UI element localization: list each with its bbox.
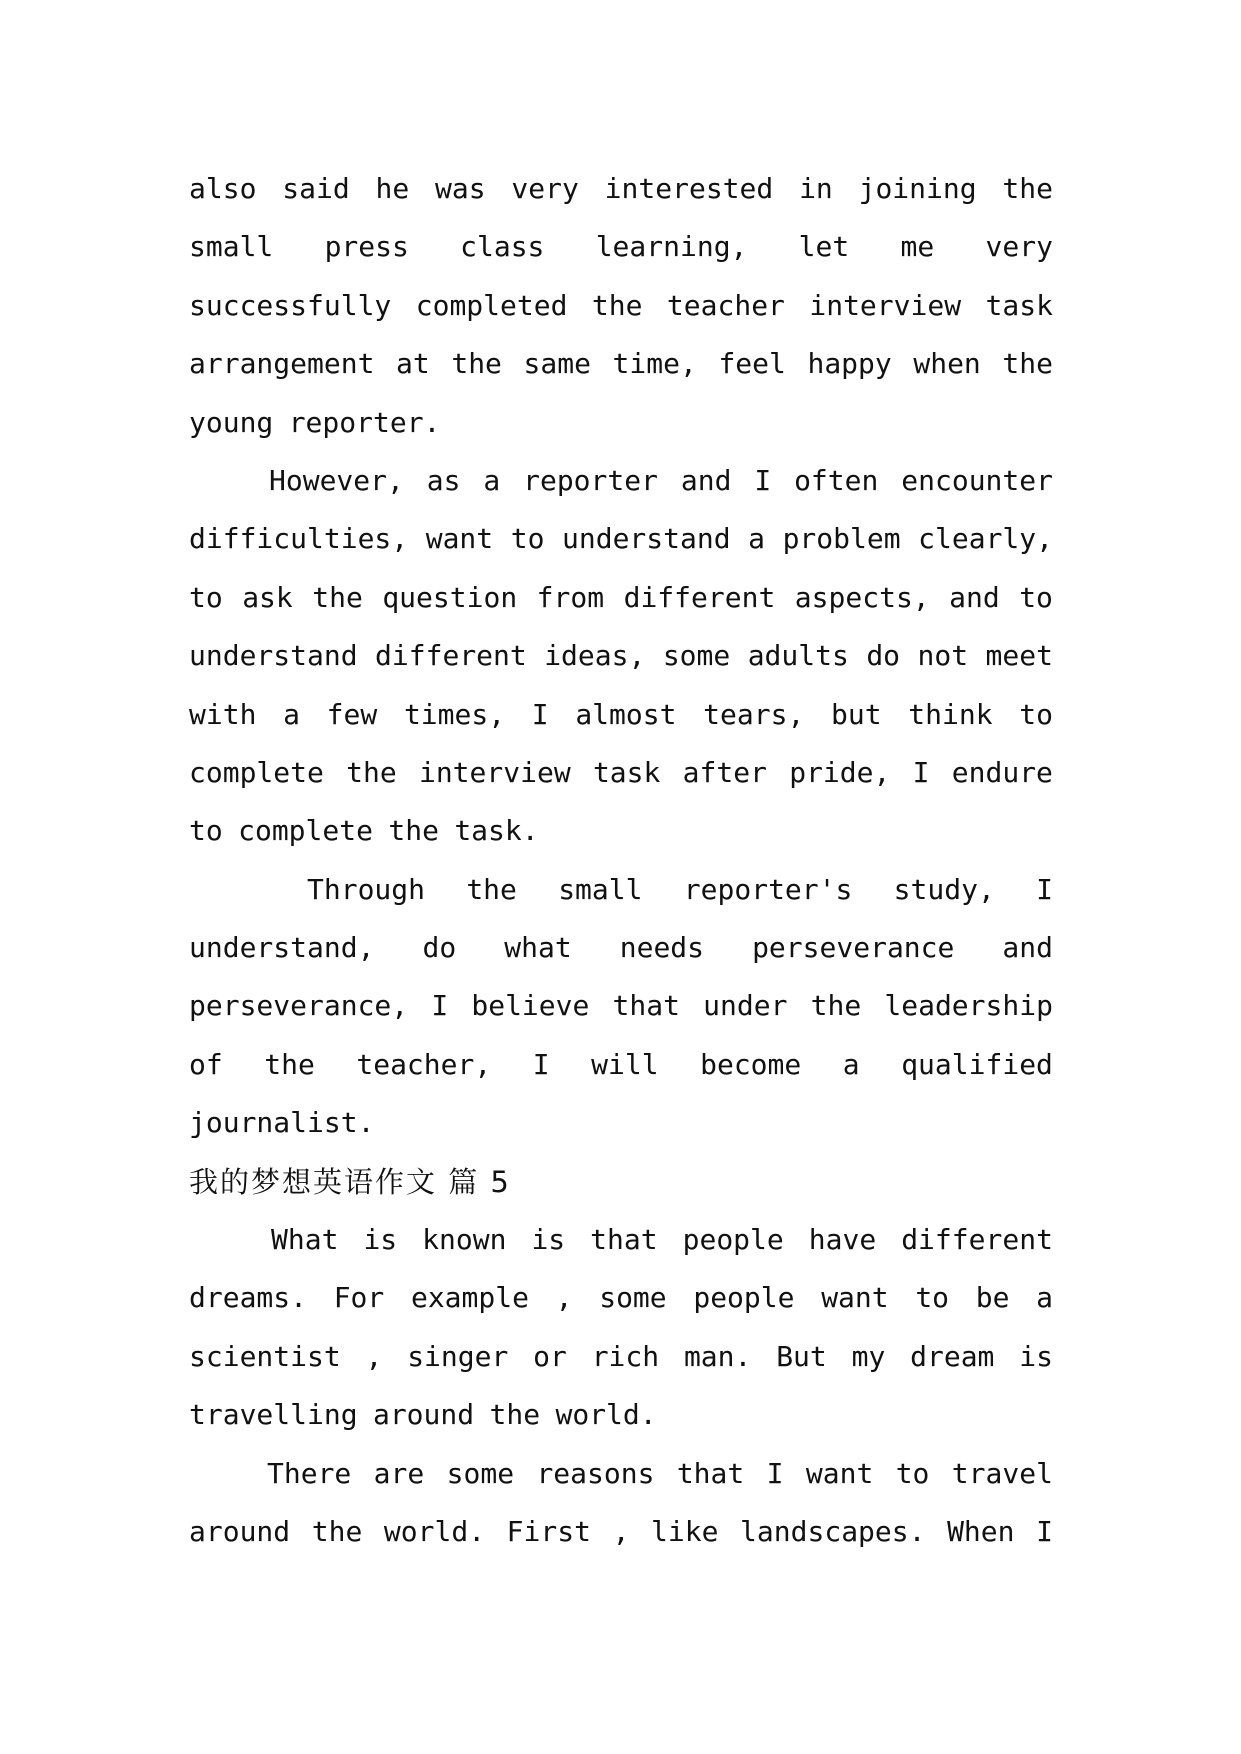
text-line (189, 686, 1053, 744)
word: he (375, 172, 410, 205)
word: the (489, 1398, 541, 1432)
word: me (900, 230, 935, 264)
section-heading (189, 1153, 1053, 1211)
word: scientist (189, 1339, 341, 1373)
text-line (189, 452, 1053, 510)
word: complete (238, 814, 373, 848)
word: are (373, 1456, 425, 1490)
word: after (682, 755, 767, 789)
word: to (1019, 697, 1053, 731)
word: believe (471, 989, 590, 1023)
word: the (312, 580, 363, 614)
word: from (536, 580, 605, 614)
word: encounter (901, 463, 1053, 497)
text-line (189, 919, 1053, 977)
word: problem (782, 522, 901, 556)
word: I (766, 1456, 784, 1490)
word: ideas, (544, 639, 646, 673)
word: task. (454, 814, 539, 848)
word: that (590, 1223, 658, 1257)
word: do (866, 639, 901, 673)
word: I (754, 463, 772, 497)
text-line (189, 1445, 1053, 1503)
text-line (189, 335, 1053, 393)
word: perseverance, (189, 989, 409, 1023)
word: small (558, 872, 643, 906)
word: example (410, 1281, 529, 1315)
word: or (533, 1339, 567, 1373)
word: interview (418, 755, 571, 789)
word: people (693, 1281, 795, 1315)
word: task (592, 755, 661, 789)
word: the (388, 814, 439, 848)
text-line (189, 160, 1053, 218)
text-line (189, 802, 1053, 860)
word: said (282, 172, 350, 205)
word: the (810, 989, 862, 1023)
word: travel (951, 1456, 1053, 1490)
word: the (311, 1514, 363, 1548)
word: people (682, 1223, 784, 1257)
word: learning, (595, 230, 748, 264)
word: teacher, (356, 1047, 492, 1081)
word: the (346, 755, 397, 789)
word: is (1019, 1339, 1053, 1373)
word: almost (575, 697, 677, 731)
word: I (912, 755, 930, 789)
text-line (189, 1386, 1053, 1444)
word: same (523, 347, 591, 381)
word: difficulties, (189, 522, 409, 556)
word: reporter. (288, 405, 441, 439)
text-line (189, 569, 1053, 627)
word: I (532, 1047, 550, 1081)
word: journalist. (189, 1106, 375, 1140)
word: needs (619, 931, 705, 965)
word: with (189, 697, 257, 731)
text-line (189, 744, 1053, 802)
word: First (506, 1514, 591, 1548)
word: feel (718, 347, 786, 381)
word: complete (189, 755, 324, 789)
word: is (363, 1223, 398, 1257)
word: known (422, 1223, 507, 1257)
word: study, (893, 872, 995, 906)
word: reasons (536, 1456, 655, 1490)
word: different (623, 580, 776, 614)
word: question (382, 580, 518, 614)
word: understand (189, 639, 358, 673)
text-line (189, 1269, 1053, 1327)
word: think (908, 697, 993, 731)
word: around (372, 1398, 475, 1432)
word: tears, (703, 697, 805, 731)
word: I (531, 697, 549, 731)
word: time, (612, 347, 697, 381)
word: man. (683, 1339, 752, 1373)
word: world. (383, 1514, 486, 1548)
word: want (821, 1281, 889, 1315)
word: around (189, 1514, 291, 1548)
word: But (776, 1339, 827, 1373)
word: become (700, 1047, 802, 1081)
word: some (599, 1281, 667, 1315)
word: will (591, 1047, 659, 1081)
word: a (1036, 1281, 1053, 1315)
word: very (511, 172, 579, 205)
word: young (189, 405, 274, 439)
text-line (189, 1094, 1053, 1152)
word: , (365, 1339, 383, 1373)
text-line (189, 1503, 1053, 1561)
word: under (703, 989, 788, 1023)
word: task (985, 288, 1053, 322)
word: want (425, 522, 494, 556)
word: interview (809, 288, 962, 322)
word: what (504, 931, 572, 965)
word: like (651, 1514, 719, 1548)
word: not (917, 639, 969, 673)
word: landscapes. (740, 1514, 926, 1548)
word: that (676, 1456, 745, 1490)
word: when (913, 347, 981, 381)
word: at (396, 347, 430, 381)
word: Through (307, 872, 426, 906)
word: adults (747, 639, 849, 673)
word: meet (985, 639, 1053, 673)
text-line (189, 394, 1053, 452)
word: I (1036, 1514, 1053, 1548)
word: However, (269, 463, 404, 497)
word: world. (555, 1398, 657, 1432)
text-line (189, 627, 1053, 685)
word: the (466, 872, 517, 906)
word: times, (403, 697, 506, 731)
word: and (680, 463, 732, 497)
word: a (748, 522, 765, 556)
word: leadership (884, 989, 1053, 1023)
word: arrangement (189, 347, 375, 381)
word: the (591, 288, 643, 322)
word: but (831, 697, 882, 731)
word: For (333, 1281, 385, 1315)
text-line (189, 861, 1053, 919)
word: as (426, 463, 461, 497)
word: I (431, 989, 449, 1023)
word: small (189, 230, 274, 264)
word: travelling (189, 1398, 358, 1432)
word: understand, (189, 931, 375, 965)
word: to (895, 1456, 930, 1490)
word: often (794, 463, 879, 497)
word: What (271, 1223, 339, 1257)
word: be (975, 1281, 1010, 1315)
word: rich (591, 1339, 660, 1373)
word: understand (562, 522, 731, 556)
word: of (189, 1047, 223, 1081)
word: I (1036, 872, 1053, 906)
word: my (851, 1339, 886, 1373)
word: want (805, 1456, 874, 1490)
word: reporter's (683, 872, 853, 906)
word: the (1002, 347, 1053, 381)
word: to (1019, 580, 1053, 614)
word: also (189, 172, 257, 205)
word: endure (951, 755, 1053, 789)
word: the (1002, 172, 1053, 205)
word: teacher (666, 288, 785, 322)
word: a (483, 463, 501, 497)
text-line (189, 277, 1053, 335)
word: , (555, 1281, 573, 1315)
word: , (612, 1514, 630, 1548)
word: joining (858, 172, 977, 205)
word: a (283, 697, 300, 731)
word: interested (604, 172, 774, 205)
word: do (422, 931, 457, 965)
word: was (435, 172, 486, 205)
text-line (189, 977, 1053, 1035)
text-line (189, 1211, 1053, 1269)
section-heading-text: 我的梦想英语作文 篇 5 (189, 1164, 511, 1199)
word: very (985, 230, 1053, 264)
word: to (915, 1281, 950, 1315)
word: successfully (189, 288, 392, 322)
word: to (510, 522, 545, 556)
word: a (842, 1047, 860, 1081)
text-line (189, 1036, 1053, 1094)
text-line (189, 510, 1053, 568)
word: the (451, 347, 502, 381)
word: There (267, 1456, 352, 1490)
word: to (189, 814, 223, 848)
word: dreams. (189, 1281, 308, 1315)
document-body (189, 160, 1053, 1561)
word: some (662, 639, 731, 673)
word: aspects, (794, 580, 930, 614)
word: ask (242, 580, 293, 614)
word: and (1002, 931, 1053, 965)
word: reporter (523, 463, 658, 497)
word: to (189, 580, 223, 614)
word: have (808, 1223, 877, 1257)
word: is (531, 1223, 566, 1257)
word: press (324, 230, 409, 264)
word: singer (407, 1339, 509, 1373)
word: perseverance (752, 931, 955, 965)
text-line (189, 218, 1053, 276)
word: class (460, 230, 545, 264)
word: dream (910, 1339, 995, 1373)
word: and (949, 580, 1000, 614)
word: different (375, 639, 527, 673)
text-line (189, 1328, 1053, 1386)
word: in (799, 172, 833, 205)
word: completed (415, 288, 568, 322)
word: When (947, 1514, 1015, 1548)
word: that (612, 989, 680, 1023)
word: let (798, 230, 850, 264)
word: happy (807, 347, 892, 381)
word: pride, (789, 755, 891, 789)
word: qualified (901, 1047, 1053, 1081)
word: clearly, (918, 522, 1053, 556)
word: different (901, 1223, 1053, 1257)
word: some (446, 1456, 515, 1490)
word: the (264, 1047, 315, 1081)
word: few (326, 697, 378, 731)
